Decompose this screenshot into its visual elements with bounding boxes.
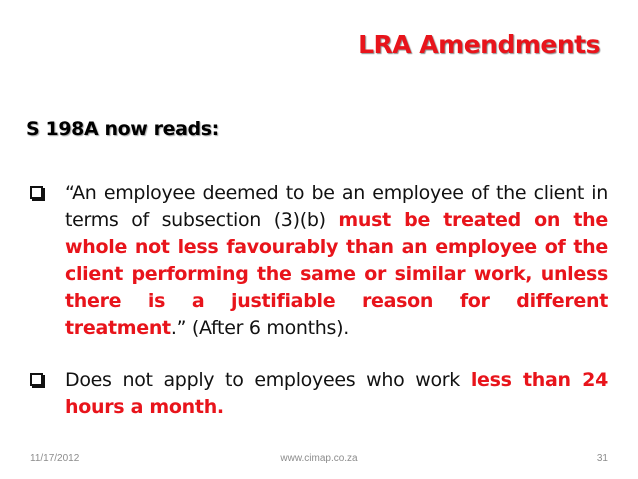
footer-page-number: 31	[596, 453, 608, 464]
checkbox-bullet-icon	[30, 373, 43, 386]
slide-title: LRA Amendments	[358, 30, 600, 59]
bullet-text-highlight: must be treated on the whole not less favourably than an employee of the client performing the same or similar work, unless there is a justifiable reason for different treatment	[65, 209, 608, 339]
bullet-text-plain: Does not apply to employees who work	[65, 369, 471, 391]
bullet-item	[30, 367, 608, 421]
footer-date: 11/17/2012	[30, 453, 80, 464]
bullet-text-highlight: less than 24 hours a month.	[65, 369, 609, 418]
bullet-text	[65, 367, 608, 421]
bullet-text-plain: .” (After 6 months).	[170, 317, 349, 339]
footer-url: www.cimap.co.za	[280, 453, 358, 464]
checkbox-bullet-icon	[30, 186, 43, 199]
slide-subtitle: S 198A now reads:	[26, 118, 219, 140]
bullet-text	[65, 180, 608, 342]
bullet-text-plain: “An employee deemed to be an employee of the client in terms of subsection (3)(b)	[65, 182, 608, 231]
bullet-item	[30, 180, 608, 342]
